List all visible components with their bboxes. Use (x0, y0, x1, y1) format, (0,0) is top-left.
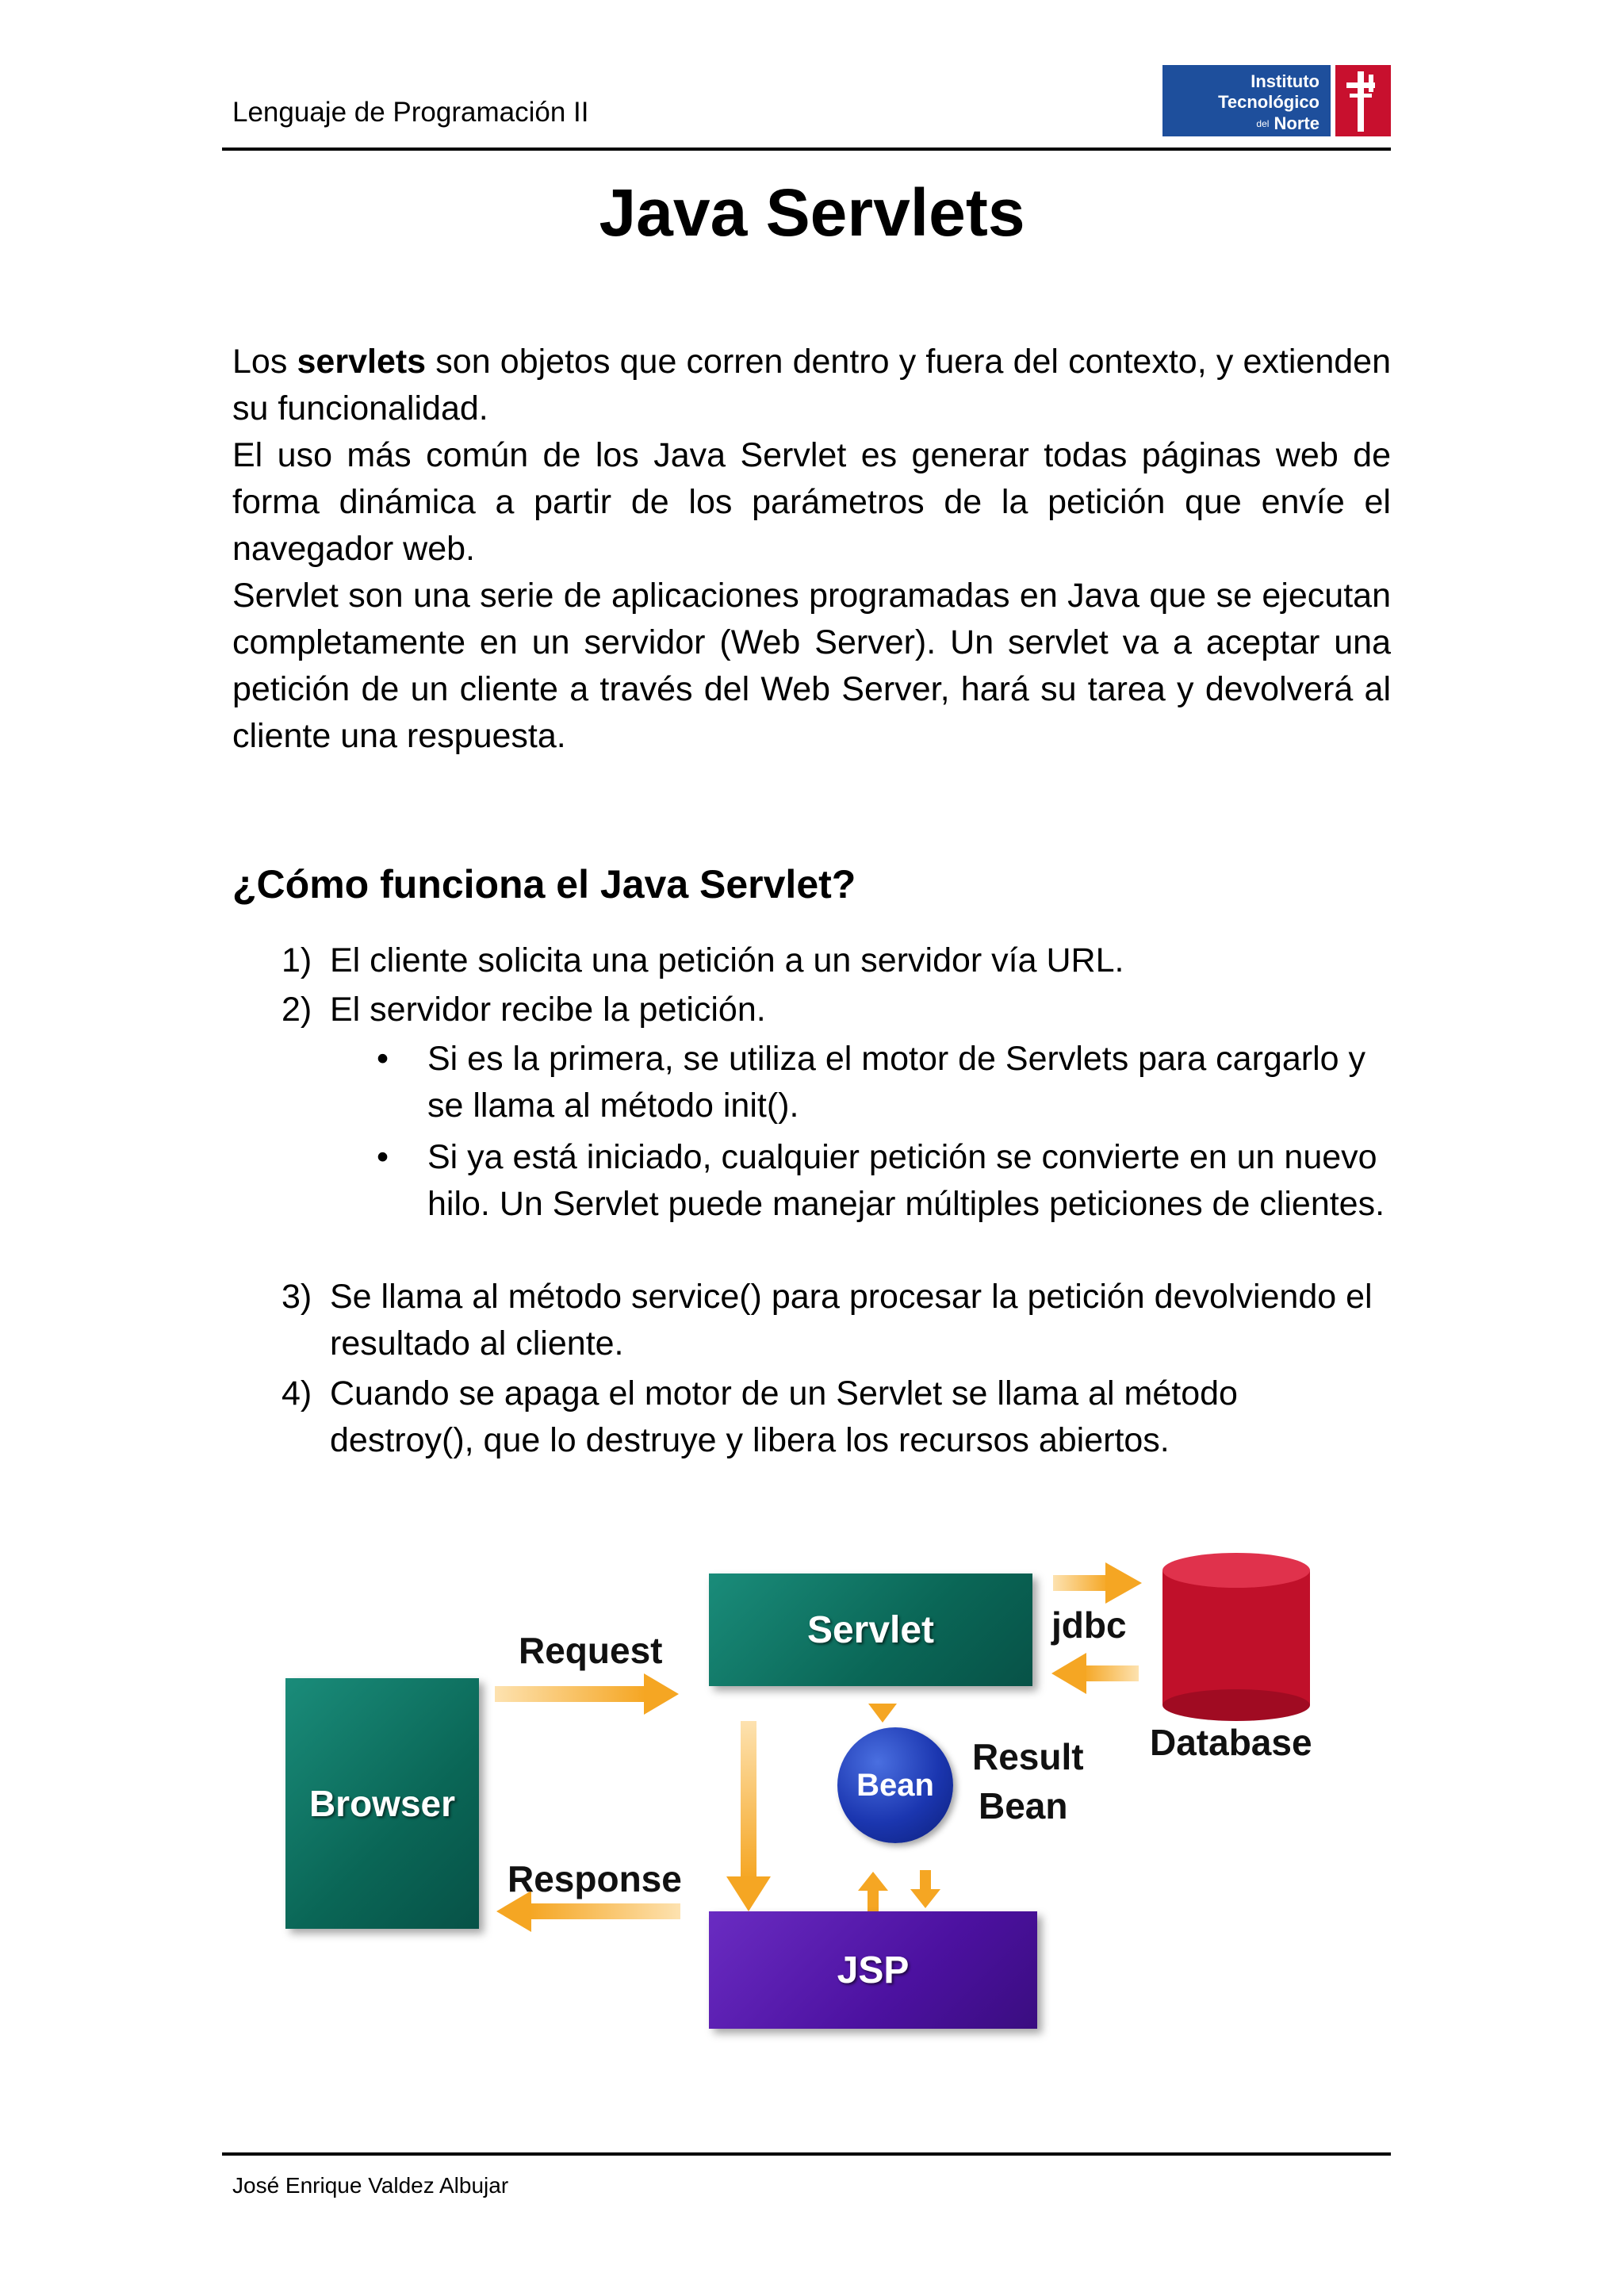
bean-up-arrow-icon (858, 1872, 888, 1911)
step-number: 2) (282, 991, 312, 1029)
bean-label: Bean (856, 1767, 934, 1803)
database-icon (1162, 1553, 1310, 1721)
result-label-line2: Bean (979, 1785, 1068, 1826)
logo-line-3-word: Norte (1274, 113, 1320, 134)
footer-divider (222, 2152, 1391, 2156)
jsp-label: JSP (837, 1949, 910, 1991)
sub-bullet-text: Si es la primera, se utiliza el motor de Servlets para cargarlo y se llama al método init(). (427, 1040, 1365, 1125)
jdbc-out-arrow-icon (1053, 1562, 1142, 1604)
servlet-to-jsp-arrow-icon (726, 1721, 771, 1911)
step-text: Cuando se apaga el motor de un Servlet se llama al método destroy(), que lo destruye y libera los recursos abiertos. (330, 1374, 1238, 1459)
result-label-line1: Result (972, 1736, 1084, 1777)
header-divider (222, 148, 1391, 151)
jdbc-label: jdbc (1051, 1604, 1127, 1646)
servlet-label: Servlet (806, 1608, 935, 1651)
logo-text-block (1162, 65, 1331, 136)
logo-line-3 (1162, 113, 1320, 134)
database-label: Database (1150, 1722, 1312, 1763)
logo-line-1: Instituto (1251, 71, 1320, 91)
footer-author: José Enrique Valdez Albujar (232, 2173, 509, 2198)
course-name: Lenguaje de Programación II (232, 97, 589, 128)
intro-paragraph-3: Servlet son una serie de aplicaciones programadas en Java que se ejecutan completamente en un servidor (Web Server). Un servlet va a aceptar una petición de un cliente a través del Web Server, hará su tarea y devolverá al cliente una respuesta. (232, 577, 1391, 755)
step-text: El servidor recibe la petición. (330, 991, 766, 1029)
p1-before: Los (232, 343, 297, 381)
jdbc-in-arrow-icon (1051, 1653, 1139, 1694)
request-arrow-icon (495, 1673, 679, 1715)
logo-line-2: Tecnológico (1218, 92, 1320, 112)
intro-paragraph-1 (232, 339, 1391, 432)
step-text: El cliente solicita una petición a un servidor vía URL. (330, 941, 1124, 979)
response-label: Response (508, 1858, 682, 1899)
p1-bold-term: servlets (297, 343, 427, 381)
browser-label: Browser (308, 1783, 456, 1824)
browser-box (285, 1678, 479, 1929)
servlet-box (709, 1573, 1032, 1686)
sub-bullet-text: Si ya está iniciado, cualquier petición se convierte en un nuevo hilo. Un Servlet puede manejar múltiples peticiones de clientes. (427, 1138, 1385, 1223)
cross-emblem-icon (1335, 65, 1391, 136)
institution-logo (1162, 65, 1391, 136)
bullet-icon: • (377, 1138, 389, 1176)
logo-line-3-prefix: del (1256, 118, 1270, 130)
section-heading: ¿Cómo funciona el Java Servlet? (232, 862, 856, 907)
bean-down-arrow-icon (910, 1870, 940, 1908)
logo-emblem (1335, 65, 1391, 136)
step-number: 1) (282, 941, 312, 979)
request-label: Request (519, 1630, 663, 1671)
p1-after: son objetos que corren dentro y fuera del contexto, y extienden su funcionalidad. (232, 343, 1391, 427)
step-number: 4) (282, 1374, 312, 1412)
jsp-box (709, 1911, 1037, 2029)
step-text: Se llama al método service() para procesar la petición devolviendo el resultado al cliente. (330, 1278, 1373, 1363)
servlet-architecture-diagram (278, 1547, 1340, 2038)
page-title: Java Servlets (599, 175, 1025, 250)
step-number: 3) (282, 1278, 312, 1316)
bullet-icon: • (377, 1040, 389, 1078)
servlet-to-bean-arrow-icon (868, 1704, 897, 1723)
intro-paragraph-2: El uso más común de los Java Servlet es generar todas páginas web de forma dinámica a partir de los parámetros de la petición que envíe el navegador web. (232, 436, 1391, 568)
bean-circle (837, 1727, 953, 1843)
